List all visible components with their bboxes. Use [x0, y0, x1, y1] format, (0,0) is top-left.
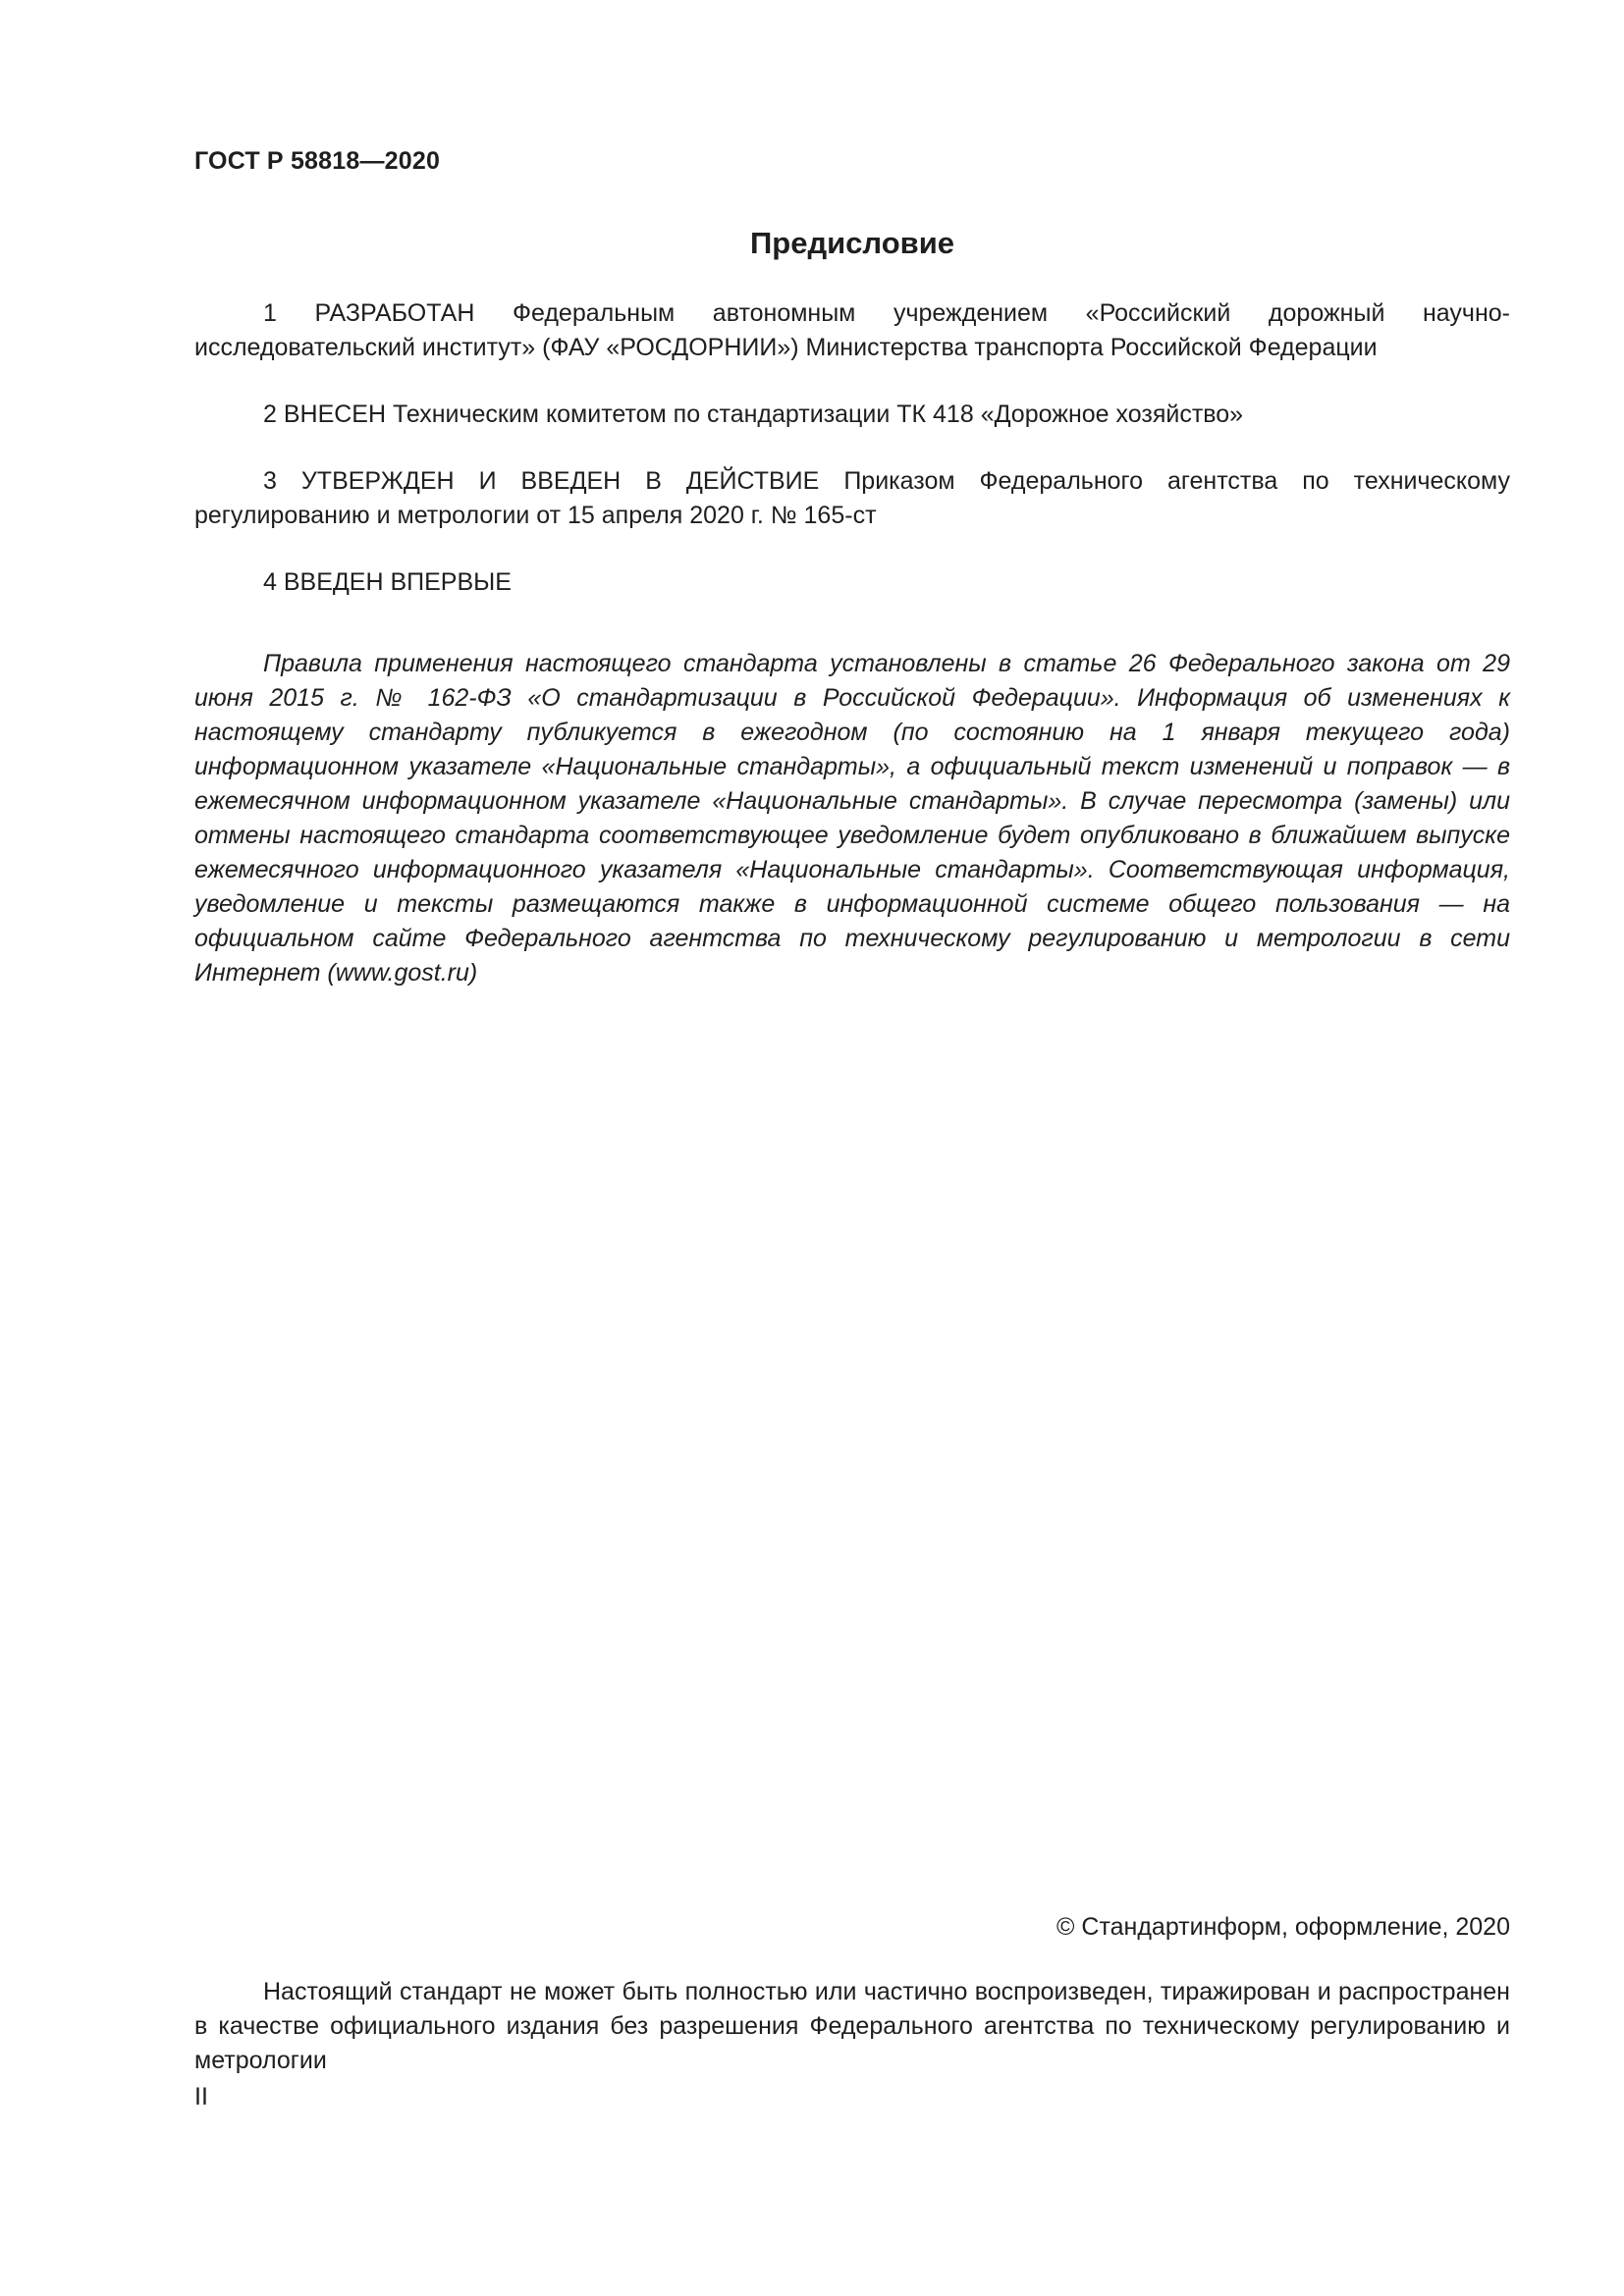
- foreword-item-2: 2 ВНЕСЕН Техническим комитетом по стандартизации ТК 418 «Дорожное хозяйство»: [263, 400, 1244, 428]
- copyright-line: © Стандартинформ, оформление, 2020: [1056, 1913, 1510, 1941]
- application-rules-notice: Правила применения настоящего стандарта установлены в статье 26 Федерального закона от 29 июня 2015 г. № 162-ФЗ «О стандартизации в Российской Федерации». Информация об изменениях к настоящему стандарту публикуется в ежегодном (по состоянию на 1 января текущего года) информационном указателе «Национальные стандарты», а официальный текст изменений и поправок — в ежемесячном информационном указателе «Национальные стандарты». В случае пересмотра (замены) или отмены настоящего стандарта соответствующее уведомление будет опубликовано в ближайшем выпуске ежемесячного информационного указателя «Национальные стандарты». Соответствующая информация, уведомление и тексты размещаются также в информационной системе общего пользования — на официальном сайте Федерального агентства по техническому регулированию и метрологии в сети Интернет (www.gost.ru): [194, 650, 1510, 987]
- reproduction-rights-notice: Настоящий стандарт не может быть полностью или частично воспроизведен, тиражирован и распространен в качестве официального издания без разрешения Федерального агентства по техническому регулированию и метрологии: [194, 1978, 1510, 2074]
- page-title: Предисловие: [749, 226, 954, 260]
- foreword-item-4: 4 ВВЕДЕН ВПЕРВЫЕ: [263, 568, 512, 596]
- foreword-item-1: 1 РАЗРАБОТАН Федеральным автономным учреждением «Российский дорожный научно-исследовательский институт» (ФАУ «РОСДОРНИИ») Министерства транспорта Российской Федерации: [194, 299, 1510, 361]
- foreword-item-3: 3 УТВЕРЖДЕН И ВВЕДЕН В ДЕЙСТВИЕ Приказом Федерального агентства по техническому регулированию и метрологии от 15 апреля 2020 г. № 165-ст: [194, 467, 1510, 529]
- page-number: II: [194, 2083, 208, 2110]
- foreword-content: [194, 296, 1510, 990]
- document-code: ГОСТ Р 58818—2020: [194, 147, 441, 175]
